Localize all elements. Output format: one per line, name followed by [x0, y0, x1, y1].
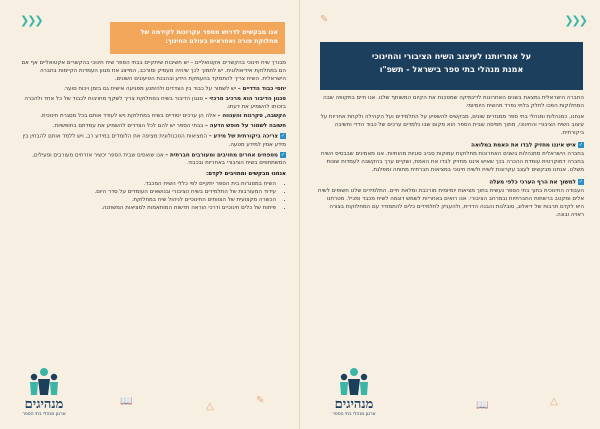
chevron-decoration: ❯❯❯	[20, 14, 42, 27]
triangle-icon: △	[206, 401, 214, 412]
section-paragraph: בחברה הישראלית מתנהלות בשנים האחרונות מחלוקות עמוקות סביב סוגיות מהותיות. אנו מאמינים שבבסיס השיח בחברה דמוקרטית עומדת ההכרה בכך שאיש איננו מחזיק לבדו את האמת, ושקיים ערך בהקשבה לעמדות שונות משלנו. אנחנו מבקשים לעצב עקרונות לשיח ולשיח חינוכי במציאות חברתית מתוחה ומפלגת.	[321, 150, 584, 173]
principle-item: ✓מספחים אחרים מחויבים ומעורבים חברתית – אנו שואפים שבית הספר יכשיר אזרחים מעורבים ופעילים, המשתתפים בשיח הציבורי באחריות ובכבוד.	[32, 151, 286, 166]
checkbox-icon: ✓	[280, 133, 286, 140]
intro-paragraph: מבורך שיח חינוכי בהקשרים אקטואליים – יש חשיבות שיתקיים בבתי הספר שיח חינוכי בהקשרים אקטואליים אף אם הם במחלוקת אידיאולוגית. יש לתמוך לכך שיהיה מעמיק ומורכב, המייצג את מגוון העמדות הקיימות בחברה הישראלית. השיח צריך להתמקד בהעמקת הידע ובהבנת הטיעונים השונים.	[21, 60, 286, 82]
pencil-icon: ✎	[320, 14, 329, 25]
chevron-decoration: ❯❯❯	[564, 14, 586, 27]
list-item: • עידוד המעורבות של התלמידים בשיח הציבורי ובנושאים העומדים על סדר היום.	[14, 189, 276, 197]
body-paragraph: אנחנו, כמנהלות ומנהלי בתי ספר ממגזרים שונים, מבקשים להשפיע על התלמידים ועל הקהילה ולקחת אחריות על עיצוב השיח הציבורי והחינוכי, מתוך תפיסה שבית הספר הוא מקום שבו נלמדים ערכים של כבוד הדדי וחשיבה ביקורתית.	[320, 113, 584, 136]
section-heading: ✓איש איננו מחזיק לבדו את האמת במלואה	[471, 141, 584, 149]
principle-item: יחסי כבוד הדדיים – יש לשמור על כבוד בין הצדדים ולהימנע מפגיעה אישית גם בזמן ויכוח סוער.	[63, 85, 286, 92]
page-subtitle: אמנת מנהלי בתי ספר בישראל - תשפ"ו	[379, 65, 524, 74]
checkbox-icon: ✓	[578, 141, 584, 148]
checkbox-icon: ✓	[280, 151, 286, 158]
logo	[12, 365, 76, 417]
checkbox-icon: ✓	[578, 178, 584, 185]
right-body-text	[318, 95, 584, 223]
principle-item: סגנון הדיבור הוא מרכיב מרכזי – סגנון הדיבור בשיח במחלוקת צריך לשקף מחויבות לכבוד של כל אחד ולהכרה בזכותו להשמיע את דעתו.	[24, 95, 286, 110]
logo-name: מנהיגים	[334, 397, 374, 412]
principle-item: הקשבה, סקרנות והענווה – אלה הן ערכים יסודיים בשיח במחלוקת ויש לעודד אותם בכל מסגרת חינוכית.	[40, 113, 286, 120]
highlight-box: אנו מבקשים לדרוש מספר עקרונות לקידמה של מחלוקת פורה ואחראית בעולם החינוך:	[110, 22, 285, 54]
pencil-icon: ✎	[256, 395, 265, 406]
logo-icon	[334, 365, 374, 397]
book-icon: 📖	[476, 400, 489, 411]
page-title: על אחריותנו לעיצוב השיח הציבורי והחינוכי	[371, 52, 532, 61]
triangle-icon: △	[550, 396, 558, 407]
principle-item: ✓צריכה ביקורתית של מידע – המציאות הטכנולוגית מציפה את הלומדים במידע רב, ויש ללמד אותם להבחין בין מידע אמין למידע מטעה.	[22, 133, 286, 148]
section-heading: ✓למשוך את הרף הערכי כלפי מעלה	[489, 178, 584, 186]
book-icon: 📖	[120, 396, 133, 407]
logo-icon	[24, 365, 64, 397]
logo-name: מנהיגים	[24, 397, 64, 412]
intro-paragraph: החברה הישראלית נמצאת בשנים האחרונות לדינמיקה שמסכנת את הקיום המשותף שלנו. אנו חיים בתקופה שבה המחלוקות הפכו לחלק בלתי נפרד מהשיח היומיומי.	[323, 95, 584, 109]
logo	[322, 365, 386, 417]
logo-tagline: ארגון מנהלי בתי הספר	[332, 412, 376, 417]
requests-heading: אנחנו מבקשים ומחויבים לקדם:	[206, 170, 286, 177]
section-paragraph: העבודה החינוכית בתוך בתי הספר נעשית בתוך מציאות יומיומית מורכבת ומלאת חיים. התלמידים שלנו חשופים לשיח אלים ומקטב ברשתות החברתיות ובמרחב הציבורי. אנו רואים באחריות לשמש דוגמה לשיח מכבד ומכיל. מטרתנו היא לקדם תרבות של דיאלוג, סובלנות והבנה הדדית, ולהעניק לתלמידים כלים להתמודד עם המחלוקות בצורה ראויה ובונה.	[317, 188, 584, 218]
list-item: • השיח במסגרות בית הספר יתקיים לפי כללי השיח המכבד.	[14, 181, 276, 189]
list-item: • הכשרה מקצועית של הצוותים החינוכיים לניהול שיח במחלוקת.	[14, 197, 276, 205]
title-box	[320, 42, 583, 90]
requests-list	[14, 181, 286, 213]
principle-item: חשובה לשמור על חופש הדעה – בבתי הספר יש להם לכל הצדדים להשמיע את עמדתם בחופשיות.	[52, 123, 286, 130]
left-body-text	[14, 60, 286, 212]
list-item: • פיתוח של כלים חינוכיים ודרכי הוראה חדשות המותאמות למציאות המשתנה.	[14, 205, 276, 213]
logo-tagline: ארגון מנהלי בתי הספר	[22, 412, 66, 417]
